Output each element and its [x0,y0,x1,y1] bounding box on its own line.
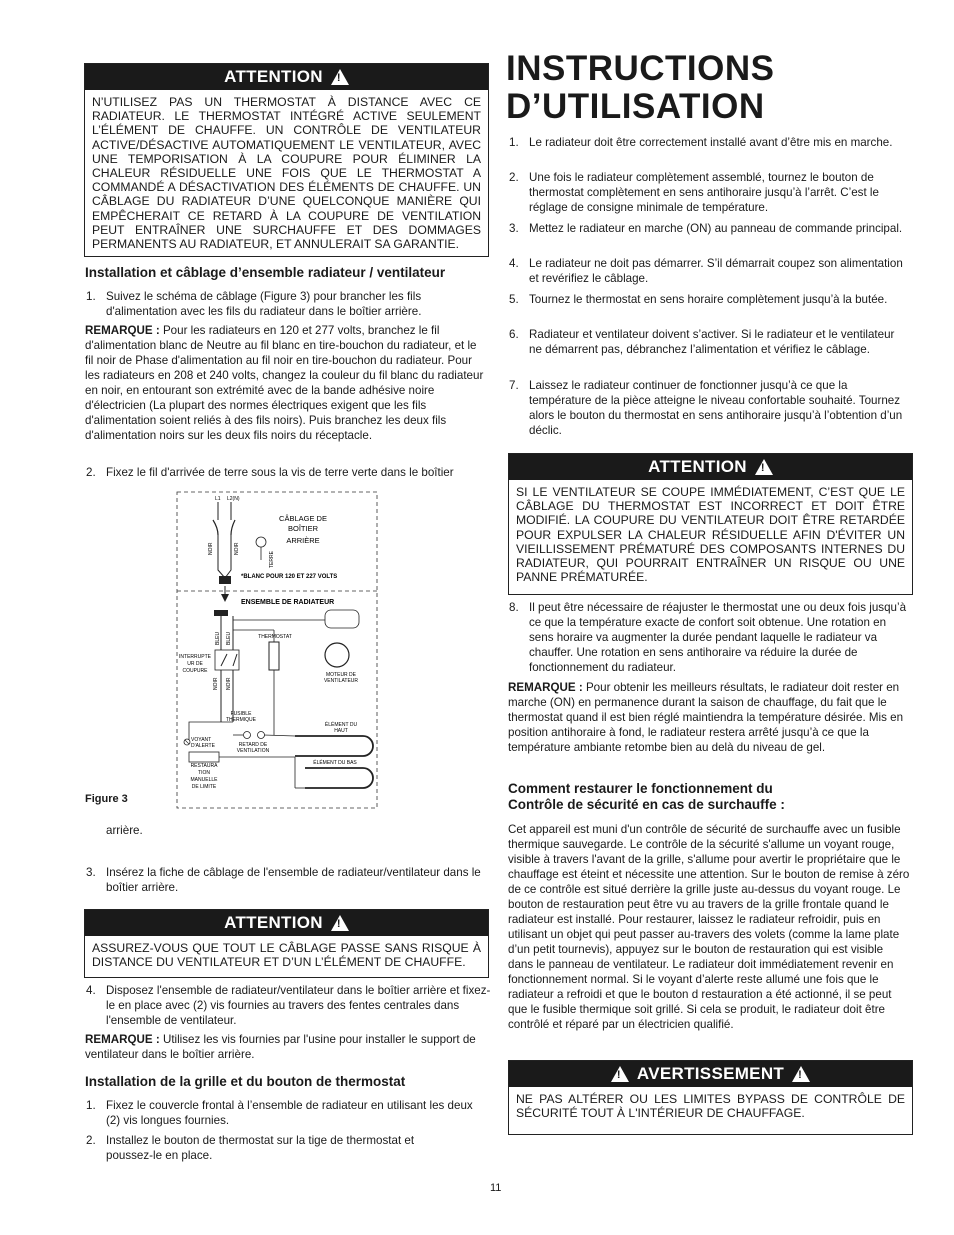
section-title-wiring: Installation et câblage d’ensemble radiateur / ventilateur [85,265,446,280]
step-2-continued: arrière. [106,824,143,837]
warning-triangle-icon [331,69,349,85]
label-reset-1: RESTAURA [190,763,218,769]
attention-title: ATTENTION [648,457,747,476]
label-thermostat: THERMOSTAT [258,634,292,640]
warning-triangle-icon [331,915,349,931]
label-l2: L2(N) [227,496,240,502]
step-2: 2. Fixez le fil d'arrivée de terre sous la vis de terre verte dans le boîtier [86,466,454,479]
attention-title: ATTENTION [224,67,323,86]
label-lamp-1: VOYANT [191,737,212,743]
label-switch-1: INTERRUPTE [179,654,211,660]
label-reset-2: TION [198,770,210,776]
label-backbox-2: BOÎTIER [287,524,319,533]
label-switch-3: COUPURE [182,668,208,674]
attention-body: N’UTILISEZ PAS UN THERMOSTAT À DISTANCE AVEC CE RADIATEUR. LE THERMOSTAT INTÉGRÉ ACTIVE SEULEMENT L’ÉLÉMENT DE CHAUFFE. UN CONTRÔLE DE VENTILATEUR ACTIVE/DÉSACTIVE AUTOMATIQUEMENT LE VENTILATEUR, AVEC UNE TEMPORISATION À LA COUPURE POUR ÉLIMINER LA CHALEUR RÉSIDUELLE UNE FOIS QUE LE THERMOSTAT A COMMANDÉ A DÉSACTIVATION DES ÉLÉMENTS DE CHAUFFE. UN CÂBLAGE DU RADIATEUR D’UNE QUELCONQUE MANIÈRE QUI EMPÊCHERAIT CE RETARD À LA COUPURE DE VENTILATION PEUT ENTRAÎNER UNE SURCHAUFFE ET DES DOMMAGES PERMANENTS AU RADIATEUR, ET ANNULERAIT SA GARANTIE. [92,95,481,252]
operating-step-3: 3. Mettez le radiateur en marche (ON) au panneau de commande principal. [509,222,903,235]
label-backbox-1: CÂBLAGE DE [279,514,327,523]
remark-label: REMARQUE : [508,681,583,694]
label-top-element-2: HAUT [334,728,348,734]
remark-label: REMARQUE : [85,1033,160,1046]
attention-box-wiring [84,63,489,257]
step-1: 1. Suivez le schéma de câblage (Figure 3) pour brancher les fils d'alimentation avec les fils du radiateur dans le boîtier arrière. [86,290,422,318]
operating-step-8: 8. Il peut être nécessaire de réajuster le thermostat une ou deux fois jusqu’à ce que la température exacte de confort soit obtenue. Une rotation en sens horaire va augmenter la durée pendant laquelle le radiateur va chauffer. Une rotation en sens antihoraire va réduire la durée de fonctionnement du radiateur. [509,601,907,674]
operating-step-1: 1. Le radiateur doit être correctement installé avant d’être mis en marche. [509,136,893,149]
label-assembly: ENSEMBLE DE RADIATEUR [241,599,335,606]
warning-triangle-icon [755,459,773,475]
label-terre: TERRE [269,551,275,568]
attention-body: ASSUREZ-VOUS QUE TOUT LE CÂBLAGE PASSE SANS RISQUE À DISTANCE DU VENTILATEUR ET D’UN L’ÉLÉMENT DE CHAUFFE. [92,941,481,970]
remark-label: REMARQUE : [85,324,160,337]
attention-header [85,910,488,936]
label-motor-1: MOTEUR DE [326,672,356,678]
attention-header [509,454,912,480]
label-bottom-element: ÉLÉMENT DU BAS [313,760,357,766]
attention-box-fan [508,453,913,595]
remark-2: REMARQUE : Utilisez les vis fournies par l'usine pour installer le support de ventilateur dans le boîtier arrière. [85,1033,476,1061]
step-4: 4. Disposez l'ensemble de radiateur/ventilateur dans le boîtier arrière et fixez-le en place avec (2) vis fournies au travers des fentes centrales dans l'ensemble de ventilateur. [86,984,491,1027]
wiring-diagram [175,490,380,810]
operating-step-4: 4. Le radiateur ne doit pas démarrer. S’il démarrait coupez son alimentation et revérifiez le câblage. [509,257,903,285]
label-delay-1: RETARD DE [238,742,268,748]
page-title: INSTRUCTIONS D’UTILISATION [506,49,775,126]
label-lamp-2: D'ALERTE [191,743,215,749]
warning-header [509,1061,912,1087]
label-top-element-1: ÉLÉMENT DU [324,722,358,728]
operating-step-2: 2. Une fois le radiateur complètement assemblé, tournez le bouton de thermostat complètement en sens antihoraire jusqu’à l’arrêt. C’est le réglage de consigne minimale de température. [509,171,879,214]
operating-step-7: 7. Laissez le radiateur continuer de fonctionner jusqu’à ce que la température de la pièce atteigne le niveau confortable souhaité. Tournez alors le bouton du thermostat en sens antihoraire jusqu’à l’obtention d’un déclic. [509,379,903,437]
warning-triangle-icon [792,1066,810,1082]
warning-triangle-icon [611,1066,629,1082]
warning-body: NE PAS ALTÉRER OU LES LIMITES BYPASS DE CONTRÔLE DE SÉCURITÉ TOUT À L'INTÉRIEUR DE CHAUFFAGE. [516,1092,905,1121]
operating-step-6: 6. Radiateur et ventilateur doivent s’activer. Si le radiateur et le ventilateur ne démarrent pas, débranchez l’alimentation et vérifiez le câblage. [509,328,895,356]
remark-1: REMARQUE : Pour les radiateurs en 120 et 277 volts, branchez le fil d'alimentation blanc de Neutre au fil blanc en tire-bouchon du radiateur, et le fil noir de Phase d'alimentation au fil noir en tire-bouchon du radiateur. Pour les radiateurs en 208 et 240 volts, changez la couleur du fil blanc du radiateur en noir, en entourant son extrémité avec de la bande adhésive noire d'électricien (La plupart des normes électriques exigent que les fils d'alimentation soient reliés à des fils noirs). Puis branchez les deux fils d'alimentation noirs sur les deux fils noirs du réceptacle. [85,324,484,442]
label-reset-3: MANUELLE [190,777,218,783]
attention-body: SI LE VENTILATEUR SE COUPE IMMÉDIATEMENT, C’EST QUE LE CÂBLAGE DU THERMOSTAT EST INCORRECT ET DOIT ÊTRE MODIFIÉ. LA COUPURE DU VENTILATEUR DOIT ÊTRE RETARDÉE POUR EXPULSER LA CHALEUR RÉSIDUELLE AFIN D'ÉVITER UN VIEILLISSEMENT PRÉMATURÉ DES COMPOSANTS INTERNES DU RADIATEUR, QUI POURRAIT ENTRAÎNER UN RISQUE OU UNE PANNE PRÉMATURÉE. [516,485,905,585]
attention-box-clearance [84,909,489,978]
attention-header [85,64,488,90]
attention-title: ATTENTION [224,913,323,932]
label-delay-2: VENTILATION [236,748,270,754]
label-noir-1: NOIR [208,542,214,555]
label-fuse-1: FUSIBLE [230,711,252,717]
figure-label: Figure 3 [85,793,128,805]
section-title-reset: Comment restaurer le fonctionnement du Contrôle de sécurité en cas de surchauffe : [508,781,785,812]
wiring-diagram-figure [175,490,380,810]
label-fuse-2: THERMIQUE [226,717,256,723]
label-backbox-3: ARRIÈRE [286,536,320,545]
label-noir-2: NOIR [234,542,240,555]
grille-step-1: 1. Fixez le couvercle frontal à l’ensemble de radiateur en utilisant les deux (2) vis longues fournies. [86,1099,473,1127]
operating-step-5: 5. Tournez le thermostat en sens horaire complètement jusqu’à la butée. [509,293,888,306]
label-switch-2: UR DE [187,661,203,667]
step-3: 3. Insérez la fiche de câblage de l'ensemble de radiateur/ventilateur dans le boîtier arrière. [86,866,481,894]
warning-box [508,1060,913,1135]
label-reset-4: DE LIMITE [191,784,217,790]
section-title-grille: Installation de la grille et du bouton de thermostat [85,1074,406,1089]
label-motor-2: VENTILATEUR [323,678,359,684]
label-noir-4: NOIR [226,677,232,690]
label-noir-3: NOIR [213,677,219,690]
label-bleu-2: BLEU [226,631,232,645]
label-note: *BLANC POUR 120 ET 227 VOLTS [241,574,338,580]
page-number: 11 [490,1182,502,1194]
warning-title: AVERTISSEMENT [636,1064,785,1083]
label-l1: L1 [215,496,221,502]
label-bleu-1: BLEU [215,631,221,645]
reset-body: Cet appareil est muni d'un contrôle de sécurité de surchauffe avec un fusible thermique sauvegarde. Le contrôle de la sécurité s'allume un voyant rouge, visible à travers l'avant de la grille, s'allume pour avertir le propriétaire que le chauffage est éteint et nécessite une attention. Sur le bouton de remise à zéro de ce contrôle est situé derrière la grille juste au-dessus du voyant rouge. Le bouton de restauration peut être vu au travers de la grille frontale quand le radiateur est installé. Pour restaurer, laissez le radiateur refroidir, puis en utilisant un objet qui peut passer au-travers des volets (comme la lame plate d’un petit tournevis), appuyez sur le bouton de restauration qui est visible dans le panneau de ventilateur. Le radiateur doit immédiatement revenir en fonctionnement normal. Si le voyant d’alerte reste allumé une fois que le radiateur a refroidi et que le bouton d restauration a été actionné, il se peut que le fusible thermique soit grillé. Si cela se produit, le radiateur doit être contrôlé et réparé par un électricien qualifié. [508,823,910,1031]
grille-step-2: 2. Installez le bouton de thermostat sur la tige de thermostat et poussez-le en place. [86,1134,415,1162]
remark-3: REMARQUE : Pour obtenir les meilleurs résultats, le radiateur doit rester en marche (ON) en permanence durant la saison de chauffage, du fait que le thermostat quand il est bien réglé maintiendra la température désirée. Mis en position antihoraire à fond, le radiateur restera arrêté jusqu’à ce que la température ambiante retombe bien au delà du niveau de gel. [508,681,904,754]
